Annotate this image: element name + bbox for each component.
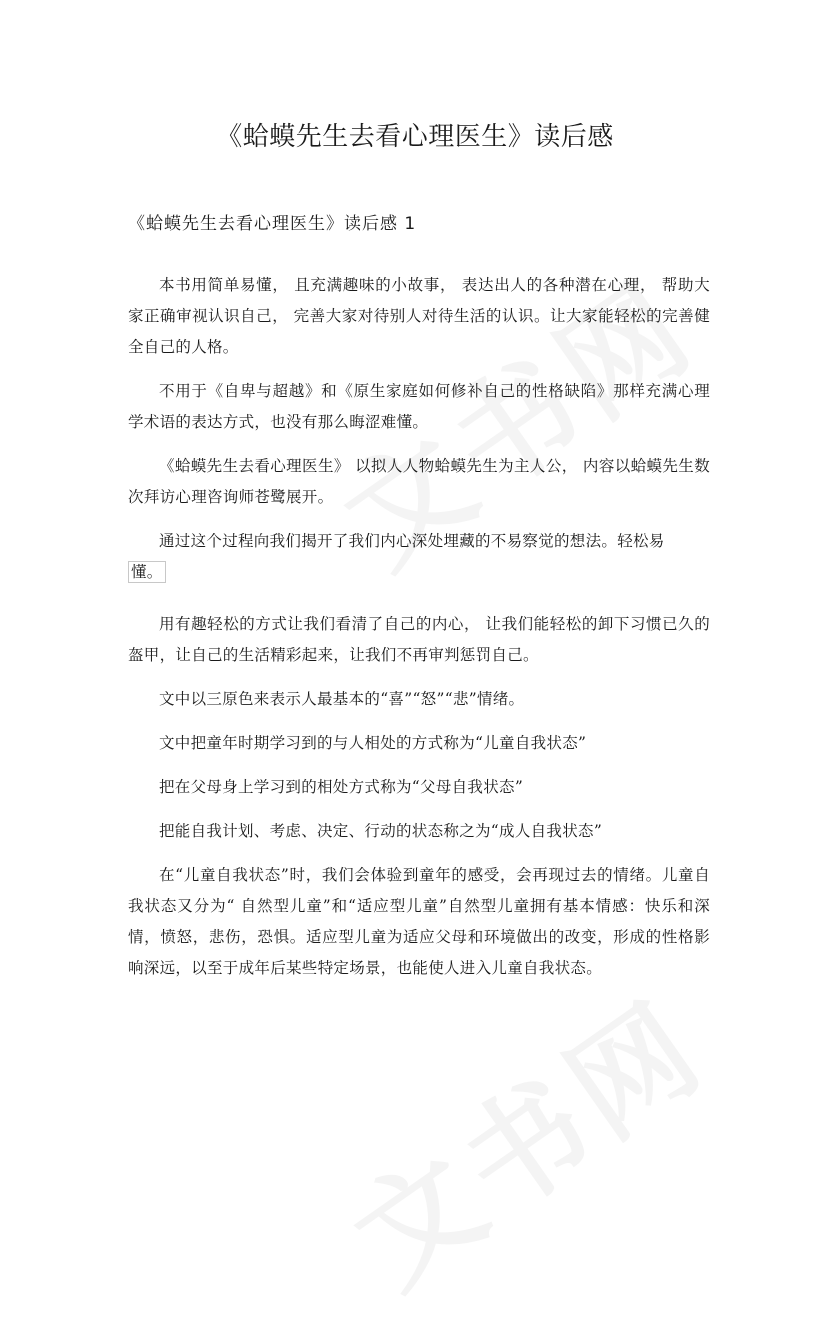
paragraph-9: 把能自我计划、考虑、决定、行动的状态称之为“成人自我状态”	[159, 822, 603, 840]
section-heading: 《蛤蟆先生去看心理医生》读后感 1	[128, 214, 417, 234]
paragraph-2: 不用于《自卑与超越》和《原生家庭如何修补自己的性格缺陷》那样充满心理学术语的表达方式，也没有那么晦涩难懂。	[128, 382, 710, 431]
paragraph-10: 在“儿童自我状态”时，我们会体验到童年的感受，会再现过去的情绪。儿童自我状态又分为“ 自然型儿童”和“适应型儿童”自然型儿童拥有基本情感：快乐和深情，愤怒，悲伤，恐惧。适应型儿童为适应父母和环境做出的改变，形成的性格影响深远，以至于成年后某些特定场景，也能使人进入儿童自我状态。	[128, 866, 710, 977]
paragraph-3: 《蛤蟆先生去看心理医生》 以拟人人物蛤蟆先生为主人公， 内容以蛤蟆先生数次拜访心理咨询师苍鹭展开。	[128, 457, 710, 506]
paragraph-6: 文中以三原色来表示人最基本的“喜”“怒”“悲”情绪。	[159, 690, 525, 708]
watermark-bottom	[316, 954, 734, 1318]
paragraph-5: 用有趣轻松的方式让我们看清了自己的内心， 让我们能轻松的卸下习惯已久的盔甲，让自己的生活精彩起来，让我们不再审判惩罚自己。	[128, 615, 710, 664]
selected-text-box: 懂。	[128, 561, 166, 583]
paragraph-1: 本书用简单易懂， 且充满趣味的小故事， 表达出人的各种潜在心理， 帮助大家正确审视认识自己， 完善大家对待别人对待生活的认识。让大家能轻松的完善健全自己的人格。	[128, 276, 710, 356]
page-title: 《蛤蟆先生去看心理医生》读后感	[216, 122, 614, 152]
document-body	[128, 270, 710, 997]
paragraph-7: 文中把童年时期学习到的与人相处的方式称为“儿童自我状态”	[159, 734, 587, 752]
paragraph-8: 把在父母身上学习到的相处方式称为“父母自我状态”	[159, 778, 524, 796]
paragraph-4-text: 通过这个过程向我们揭开了我们内心深处埋藏的不易察觉的想法。轻松易	[159, 532, 665, 550]
paragraph-4	[128, 526, 710, 588]
